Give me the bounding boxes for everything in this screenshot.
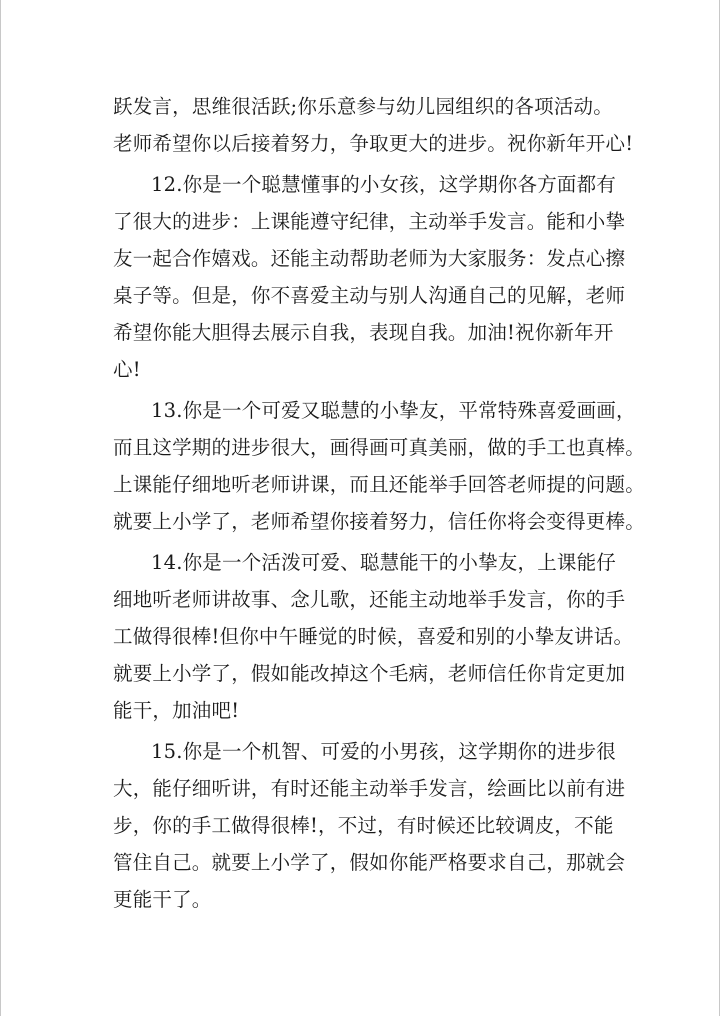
text-line: 13.你是一个可爱又聪慧的小挚友，平常特殊喜爱画画， xyxy=(151,399,636,422)
text-line: 跃发言，思维很活跃;你乐意参与幼儿园组织的各项活动。 xyxy=(113,95,613,118)
paragraph-15 xyxy=(113,733,626,918)
paragraph-11-tail xyxy=(113,88,634,162)
text-line: 管住自己。就要上小学了，假如你能严格要求自己，那就会 xyxy=(113,851,626,874)
text-line: 15.你是一个机智、可爱的小男孩，这学期你的进步很 xyxy=(151,740,617,763)
text-line: 能干，加油吧! xyxy=(113,699,240,722)
text-line: 心! xyxy=(113,358,141,381)
text-line: 老师希望你以后接着努力，争取更大的进步。祝你新年开心! xyxy=(113,132,634,155)
text-line: 了很大的进步：上课能遵守纪律，主动举手发言。能和小挚 xyxy=(113,210,626,233)
paragraph-14 xyxy=(113,544,634,729)
text-line: 上课能仔细地听老师讲课，而且还能举手回答老师提的问题。 xyxy=(113,473,645,496)
text-line: 就要上小学了，老师希望你接着努力，信任你将会变得更棒。 xyxy=(113,510,645,533)
text-line: 12.你是一个聪慧懂事的小女孩，这学期你各方面都有 xyxy=(151,173,617,196)
text-line: 就要上小学了，假如能改掉这个毛病，老师信任你肯定更加 xyxy=(113,662,626,685)
text-line: 更能干了。 xyxy=(113,888,212,911)
text-line: 友一起合作嬉戏。还能主动帮助老师为大家服务：发点心擦 xyxy=(113,247,626,270)
text-line: 大，能仔细听讲，有时还能主动举手发言，绘画比以前有进 xyxy=(113,777,626,800)
paragraph-12 xyxy=(113,166,626,388)
text-line: 工做得很棒!但你中午睡觉的时候，喜爱和别的小挚友讲话。 xyxy=(113,625,634,648)
text-line: 细地听老师讲故事、念儿歌，还能主动地举手发言，你的手 xyxy=(113,588,626,611)
text-line: 步，你的手工做得很棒!，不过，有时候还比较调皮，不能 xyxy=(113,814,614,837)
paragraph-13 xyxy=(113,392,645,540)
text-line: 桌子等。但是，你不喜爱主动与别人沟通自己的见解，老师 xyxy=(113,284,626,307)
text-line: 希望你能大胆得去展示自我，表现自我。加油!祝你新年开 xyxy=(113,321,614,344)
text-line: 而且这学期的进步很大，画得画可真美丽，做的手工也真棒。 xyxy=(113,436,645,459)
text-line: 14.你是一个活泼可爱、聪慧能干的小挚友，上课能仔 xyxy=(151,551,617,574)
document-body xyxy=(113,88,645,918)
